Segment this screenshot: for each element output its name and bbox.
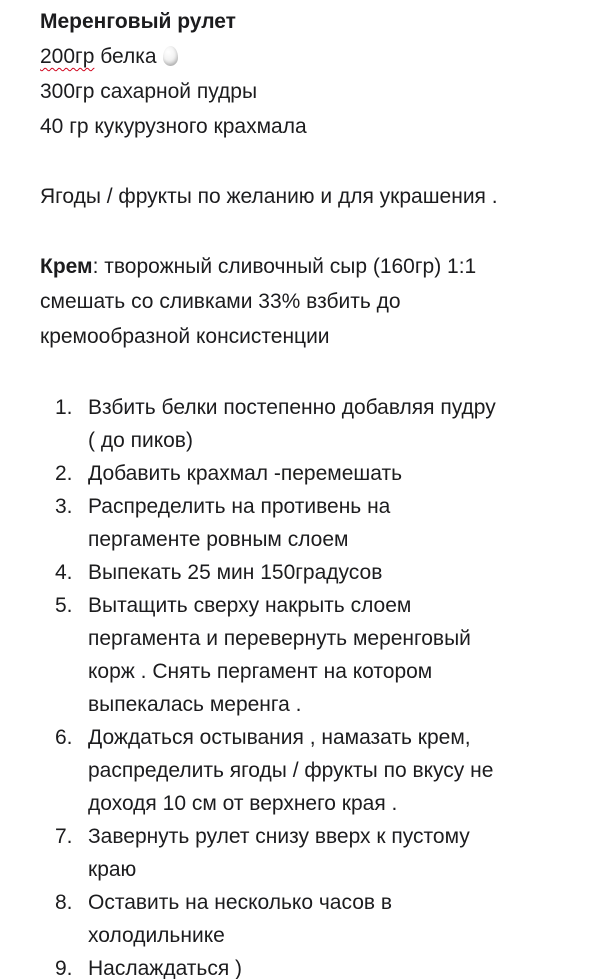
step-text: Выпекать 25 мин 150градусов [88,561,383,584]
step-text: Завернуть рулет снизу вверх к пустому [88,825,470,848]
note-body [40,4,585,354]
step-text: Взбить белки постепенно добавляя пудру [88,396,496,419]
step-number: 2. [55,462,73,485]
cream-line-2: смешать со сливками 33% взбить до [40,290,401,313]
spacer [40,214,585,249]
step-text: Оставить на несколько часов в [88,891,393,914]
step-text: пергаменте ровным слоем [88,528,349,551]
step-number: 6. [55,726,73,749]
step-text: Наслаждаться ) [88,957,243,979]
step-text: Распределить на противень на [88,495,391,518]
step-number: 4. [55,561,73,584]
step-number: 8. [55,891,73,914]
step-item [47,556,567,589]
egg-icon [163,46,178,66]
step-item [47,490,567,556]
ingredient-text: белка [94,45,157,68]
step-item [47,886,567,952]
step-text: холодильнике [88,924,225,947]
cream-line-1 [40,249,585,284]
spacer [40,144,585,179]
step-text: Добавить крахмал -перемешать [88,462,403,485]
step-item [47,457,567,490]
step-text: Вытащить сверху накрыть слоем [88,594,412,617]
step-text: пергамента и перевернуть меренговый [88,627,471,650]
step-item [47,721,567,820]
recipe-title: Меренговый рулет [40,10,236,33]
step-item [47,589,567,721]
step-number: 3. [55,495,73,518]
step-item [47,952,567,979]
step-text: доходя 10 см от верхнего края . [88,792,398,815]
step-item [47,391,567,457]
step-text: выпекалась меренга . [88,693,302,716]
step-text: краю [88,858,137,881]
cream-text: : творожный сливочный сыр (160гр) 1:1 [92,255,477,278]
cream-label: Крем [40,255,93,278]
step-number: 1. [55,396,73,419]
steps-list [47,391,567,979]
step-item [47,820,567,886]
spellcheck-word[interactable]: 200гр [40,45,95,68]
step-text: распределить ягоды / фрукты по вкусу не [88,759,494,782]
step-text: корж . Снять пергамент на котором [88,660,433,683]
cream-line-3: кремообразной консистенции [40,325,330,348]
step-number: 5. [55,594,73,617]
step-number: 9. [55,957,73,979]
berries-note: Ягоды / фрукты по желанию и для украшения . [40,185,498,208]
step-text: ( до пиков) [88,429,193,452]
step-number: 7. [55,825,73,848]
ingredient-egg-whites [40,39,585,74]
ingredient-sugar: 300гр сахарной пудры [40,80,258,103]
step-text: Дождаться остывания , намазать крем, [88,726,471,749]
ingredient-starch: 40 гр кукурузного крахмала [40,115,307,138]
